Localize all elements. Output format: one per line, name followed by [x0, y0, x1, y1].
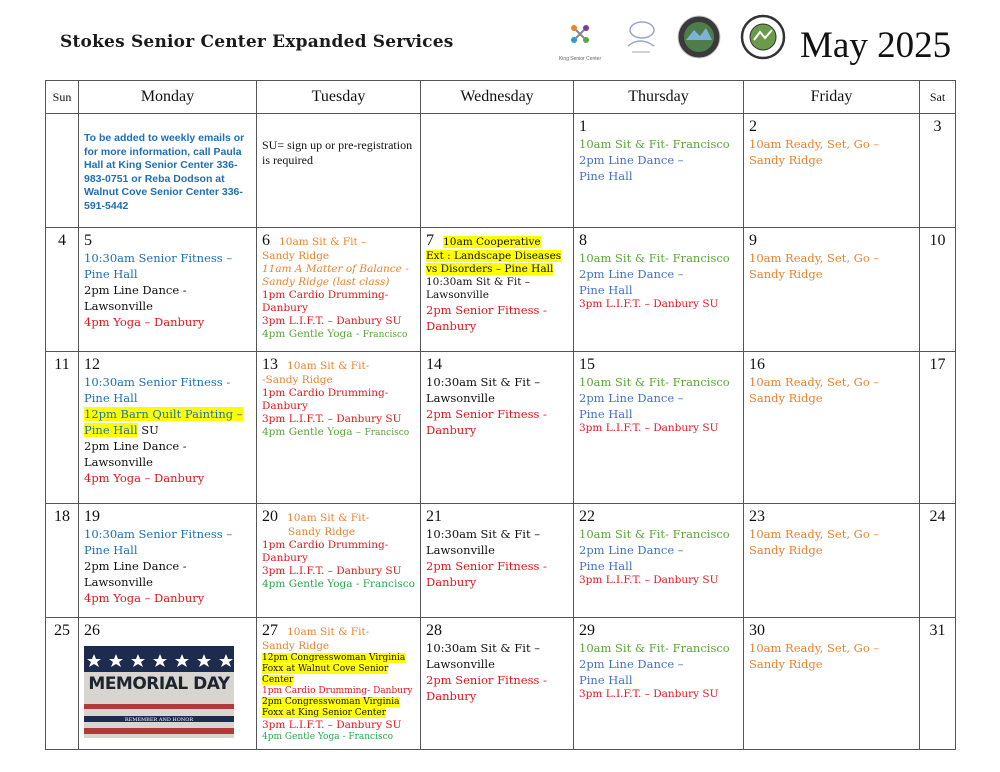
event: 10:30am Sit & Fit – — [426, 641, 540, 655]
event: 10:30am Sit & Fit – — [426, 375, 540, 389]
day-cell-4 — [46, 228, 79, 352]
day-cell-empty — [46, 114, 79, 228]
event: Pine Hall — [84, 543, 138, 557]
day-cell-empty — [421, 114, 574, 228]
day-cell-15 — [574, 352, 744, 504]
event: 1pm Cardio Drumming- Danbury — [262, 686, 413, 696]
event: 3pm L.I.F.T. – Danbury SU — [579, 574, 719, 586]
event: 2pm Line Dance - — [84, 283, 187, 297]
day-cell-28 — [421, 618, 574, 750]
day-cell-25 — [46, 618, 79, 750]
day-cell-12 — [79, 352, 257, 504]
su-note: SU= sign up or pre-registration is required — [262, 138, 413, 167]
day-number: 16 — [749, 356, 765, 373]
day-cell-1 — [574, 114, 744, 228]
day-header-thu: Thursday — [574, 81, 744, 114]
month-title: May 2025 — [800, 25, 952, 66]
event: 10:30am Senior Fitness - — [84, 375, 231, 389]
event: 2pm Line Dance - — [84, 559, 187, 573]
day-cell-14 — [421, 352, 574, 504]
day-number: 10 — [929, 232, 946, 249]
day-number: 24 — [929, 508, 946, 525]
event: 2pm Line Dance – — [579, 543, 684, 557]
day-cell-9 — [744, 228, 920, 352]
day-number: 5 — [84, 232, 92, 249]
event: Sandy Ridge — [262, 250, 330, 262]
day-cell-17 — [920, 352, 956, 504]
day-header-fri: Friday — [744, 81, 920, 114]
event: 10am Sit & Fit- Francisco — [579, 137, 730, 151]
event-part: 4pm Gentle Yoga - — [262, 328, 360, 340]
day-cell-19 — [79, 504, 257, 618]
memorial-day-image — [84, 646, 234, 738]
walnut-cove-logo — [620, 16, 662, 58]
memorial-day-banner: MEMORIAL DAY — [88, 674, 230, 694]
event: Lawsonville — [426, 543, 495, 557]
event: 2pm Senior Fitness - Danbury — [426, 303, 547, 333]
event: 10am Sit & Fit – — [279, 236, 367, 248]
event: 3pm L.I.F.T. – Danbury SU — [579, 422, 719, 434]
event: 3pm L.I.F.T. – Danbury SU — [579, 298, 719, 310]
event: 2pm Line Dance – — [579, 267, 684, 281]
event: Pine Hall — [579, 283, 633, 297]
day-number: 14 — [426, 356, 442, 373]
event — [262, 697, 415, 719]
event: 4pm Gentle Yoga - Francisco — [262, 578, 415, 590]
day-number: 23 — [749, 508, 765, 525]
event: 3pm L.I.F.T. – Danbury SU — [262, 565, 402, 577]
event: Pine Hall — [579, 559, 633, 573]
event: 11am A Matter of Balance - Sandy Ridge (last class) — [262, 263, 409, 288]
day-cell-5 — [79, 228, 257, 352]
event-part: Francisco — [364, 428, 410, 438]
event: Pine Hall — [579, 407, 633, 421]
day-header-mon: Monday — [79, 81, 257, 114]
day-number: 18 — [54, 508, 70, 525]
event: 3pm L.I.F.T. – Danbury SU — [262, 315, 402, 327]
day-number: 22 — [579, 508, 595, 525]
event: 10:30am Senior Fitness – — [84, 527, 233, 541]
event: 10am Sit & Fit- Francisco — [579, 527, 730, 541]
day-cell-10 — [920, 228, 956, 352]
day-cell-22 — [574, 504, 744, 618]
day-cell-20 — [257, 504, 421, 618]
day-cell-8 — [574, 228, 744, 352]
event: 10am Sit & Fit- — [287, 360, 370, 372]
event: Pine Hall — [84, 267, 138, 281]
event-part: 12pm Congresswoman Virginia Foxx at Walnut Cove Senior Center — [262, 653, 406, 685]
event: Sandy Ridge — [749, 267, 823, 281]
event: 10am Ready, Set, Go – — [749, 375, 880, 389]
event: 4pm Gentle Yoga - Francisco — [262, 732, 394, 742]
day-number: 31 — [929, 622, 946, 639]
event: 4pm Yoga – Danbury — [84, 315, 205, 329]
event: 10am Cooperative — [443, 236, 541, 248]
king-senior-center-logo — [552, 18, 608, 62]
event-part: SU — [141, 423, 159, 437]
su-note-cell — [257, 114, 421, 228]
event: 10:30am Sit & Fit – Lawsonville — [426, 276, 531, 301]
event: Sandy Ridge — [749, 543, 823, 557]
event: 2pm Line Dance – — [579, 153, 684, 167]
day-number: 2 — [749, 118, 757, 135]
event: 2pm Line Dance – — [579, 657, 684, 671]
day-number: 4 — [58, 232, 66, 249]
day-cell-26 — [79, 618, 257, 750]
day-header-sun: Sun — [46, 81, 79, 114]
event: 1pm Cardio Drumming- Danbury — [262, 539, 389, 564]
event: 4pm Yoga – Danbury — [84, 471, 205, 485]
event: 10:30am Senior Fitness – — [84, 251, 233, 265]
event: 10am Sit & Fit- — [287, 512, 370, 524]
event-part: 2pm Congresswoman Virginia Foxx at King Senior Center — [262, 697, 400, 718]
event: 3pm L.I.F.T. – Danbury SU — [579, 688, 719, 700]
event: -Sandy Ridge — [262, 374, 333, 386]
event: 2pm Senior Fitness - Danbury — [426, 407, 547, 437]
event: 1pm Cardio Drumming- Danbury — [262, 387, 389, 412]
event: 2pm Senior Fitness - Danbury — [426, 559, 547, 589]
logo-caption: King Senior Center — [558, 56, 602, 62]
event-part: Francisco — [362, 330, 408, 340]
event — [262, 426, 415, 439]
day-number: 13 — [262, 356, 278, 373]
day-number: 20 — [262, 508, 278, 525]
day-cell-31 — [920, 618, 956, 750]
event: 10am Sit & Fit- — [287, 626, 370, 638]
event — [262, 328, 415, 341]
day-number: 21 — [426, 508, 442, 525]
calendar-grid — [45, 80, 956, 750]
event: Lawsonville — [84, 299, 153, 313]
day-number: 15 — [579, 356, 595, 373]
day-number: 27 — [262, 622, 278, 639]
day-number: 28 — [426, 622, 442, 639]
day-cell-11 — [46, 352, 79, 504]
day-cell-21 — [421, 504, 574, 618]
event: Pine Hall — [579, 169, 633, 183]
day-number: 30 — [749, 622, 765, 639]
day-cell-7 — [421, 228, 574, 352]
day-cell-16 — [744, 352, 920, 504]
day-number: 7 — [426, 232, 434, 249]
day-cell-18 — [46, 504, 79, 618]
stokes-county-seal — [740, 14, 786, 60]
event: Sandy Ridge — [262, 640, 330, 652]
event: 3pm L.I.F.T. – Danbury SU — [262, 719, 402, 731]
event: Sandy Ridge — [749, 391, 823, 405]
day-number: 26 — [84, 622, 100, 639]
event-part: 12pm Barn Quilt Painting – Pine Hall — [84, 407, 243, 437]
day-cell-2 — [744, 114, 920, 228]
event: 10am Sit & Fit- Francisco — [579, 251, 730, 265]
day-header-tue: Tuesday — [257, 81, 421, 114]
page-title: Stokes Senior Center Expanded Services — [60, 32, 454, 52]
event — [426, 250, 568, 276]
event: Lawsonville — [426, 657, 495, 671]
event: Lawsonville — [84, 575, 153, 589]
event: 10am Ready, Set, Go – — [749, 137, 880, 151]
event: Pine Hall — [84, 391, 138, 405]
day-cell-3 — [920, 114, 956, 228]
day-number: 8 — [579, 232, 587, 249]
day-number: 25 — [54, 622, 70, 639]
day-header-sat: Sat — [920, 81, 956, 114]
day-number: 1 — [579, 118, 587, 135]
day-cell-13 — [257, 352, 421, 504]
event: 10am Ready, Set, Go – — [749, 641, 880, 655]
day-number: 29 — [579, 622, 595, 639]
event: Sandy Ridge — [749, 657, 823, 671]
event: 4pm Yoga – Danbury — [84, 591, 205, 605]
event: 10am Ready, Set, Go – — [749, 251, 880, 265]
day-number: 11 — [54, 356, 70, 373]
contact-note-cell — [79, 114, 257, 228]
day-cell-29 — [574, 618, 744, 750]
event: 3pm L.I.F.T. – Danbury SU — [262, 413, 402, 425]
day-cell-30 — [744, 618, 920, 750]
event — [262, 653, 415, 686]
event: Pine Hall — [579, 673, 633, 687]
event: 10:30am Sit & Fit – — [426, 527, 540, 541]
event: 2pm Line Dance - — [84, 439, 187, 453]
day-number: 17 — [929, 356, 946, 373]
event: 2pm Senior Fitness - Danbury — [426, 673, 547, 703]
day-header-wed: Wednesday — [421, 81, 574, 114]
day-cell-27 — [257, 618, 421, 750]
day-number: 3 — [933, 118, 942, 135]
day-number: 6 — [262, 232, 270, 249]
event: 10am Sit & Fit- Francisco — [579, 375, 730, 389]
event-part: Ext : Landscape Diseases vs Disorders – Pine Hall — [426, 250, 562, 275]
event: Sandy Ridge — [749, 153, 823, 167]
contact-note: To be added to weekly emails or for more information, call Paula Hall at King Senior Center 336-983-0751 or Reba Dodson at Walnut Cove Senior Center 336-591-5442 — [84, 132, 245, 212]
day-cell-6 — [257, 228, 421, 352]
event: 1pm Cardio Drumming- Danbury — [262, 289, 389, 314]
event — [84, 406, 251, 438]
day-number: 19 — [84, 508, 100, 525]
day-number: 9 — [749, 232, 757, 249]
event: 10am Sit & Fit- Francisco — [579, 641, 730, 655]
event: 2pm Line Dance – — [579, 391, 684, 405]
day-number: 12 — [84, 356, 100, 373]
event: Lawsonville — [84, 455, 153, 469]
event: 10am Ready, Set, Go – — [749, 527, 880, 541]
city-of-king-seal — [676, 14, 722, 60]
day-cell-23 — [744, 504, 920, 618]
event: Sandy Ridge — [288, 526, 356, 538]
memorial-day-subtitle: REMEMBER AND HONOR — [124, 717, 194, 723]
event: Lawsonville — [426, 391, 495, 405]
event-part: 4pm Gentle Yoga – — [262, 426, 362, 438]
day-cell-24 — [920, 504, 956, 618]
